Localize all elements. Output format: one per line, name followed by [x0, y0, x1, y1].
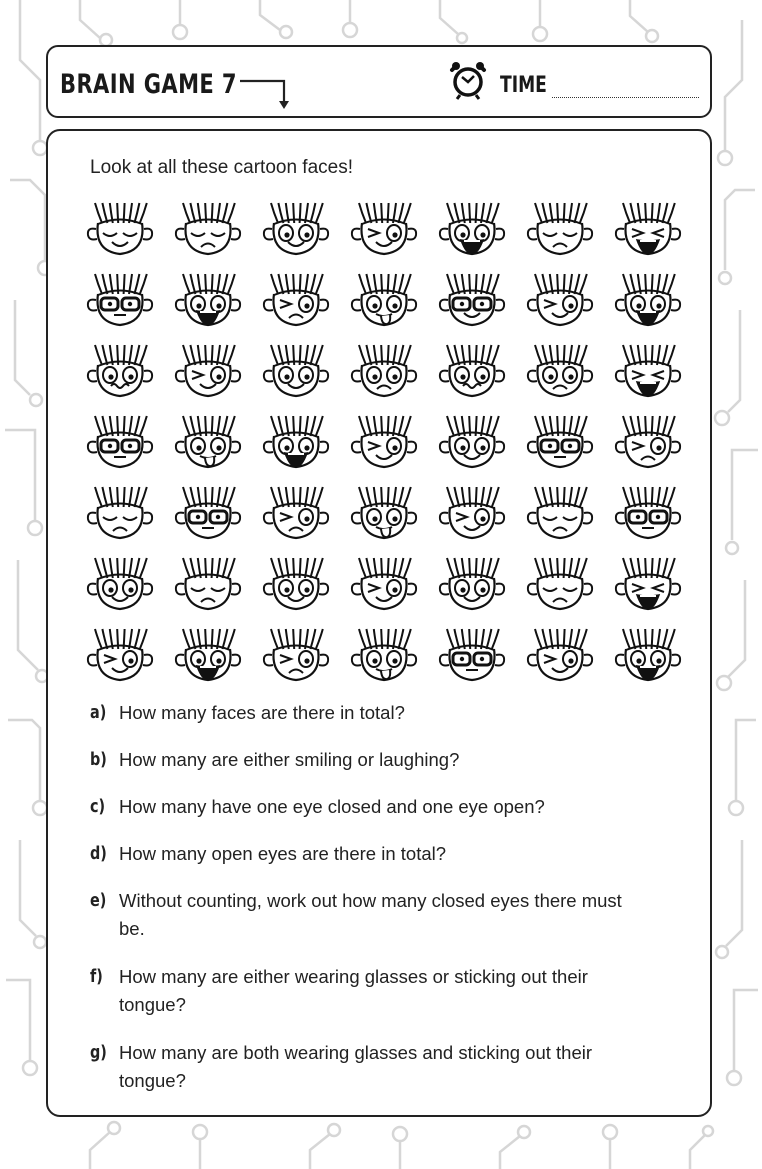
face-smile-open	[88, 558, 152, 609]
question-text: How many are either smiling or laughing?	[119, 749, 460, 770]
header-panel	[46, 45, 712, 118]
time-label: TIME	[500, 73, 547, 98]
face-sad-wink	[264, 629, 328, 680]
face-sad-closed	[176, 203, 240, 254]
face-sad-closed	[176, 558, 240, 609]
face-smile-wink	[176, 345, 240, 396]
face-smile-wink	[528, 629, 592, 680]
face-sad-wink	[264, 487, 328, 538]
face-smile-open	[264, 558, 328, 609]
face-smile-glasses	[440, 274, 504, 325]
face-tongue-open	[352, 274, 416, 325]
face-laugh-open	[264, 416, 328, 467]
question-text: How many faces are there in total?	[119, 702, 405, 723]
face-neutral-glasses	[176, 487, 240, 538]
face-tongue-open	[352, 487, 416, 538]
face-wavy-open	[440, 345, 504, 396]
face-tongue-open	[176, 416, 240, 467]
face-laugh-open	[440, 203, 504, 254]
question-text: Without counting, work out how many closed eyes there must be.	[119, 890, 622, 939]
question-letter: a)	[90, 702, 107, 723]
face-sad-closed	[88, 487, 152, 538]
time-answer-line[interactable]	[552, 97, 699, 98]
question-letter: f)	[90, 966, 103, 987]
face-laugh-open	[176, 274, 240, 325]
face-sad-wink	[616, 416, 680, 467]
faces-grid	[78, 199, 688, 689]
question-letter: e)	[90, 890, 107, 911]
face-tongue-open	[352, 629, 416, 680]
intro-text: Look at all these cartoon faces!	[90, 157, 353, 178]
question-text: How many open eyes are there in total?	[119, 843, 447, 864]
face-smile-wink	[88, 629, 152, 680]
alarm-clock-icon	[448, 59, 490, 101]
face-neutral-glasses	[88, 416, 152, 467]
face-laugh-squint	[616, 558, 680, 609]
question-letter: b)	[90, 749, 107, 770]
face-sad-wink	[264, 274, 328, 325]
face-laugh-open	[616, 274, 680, 325]
face-smile-wink	[352, 203, 416, 254]
face-smile-wink	[352, 558, 416, 609]
face-sad-closed	[528, 558, 592, 609]
face-smile-closed	[88, 203, 152, 254]
arrow-down-icon	[238, 77, 290, 111]
face-wavy-open	[88, 345, 152, 396]
question-text: How many are either wearing glasses or sticking out their tongue?	[119, 966, 588, 1015]
face-smile-open	[440, 558, 504, 609]
question-letter: g)	[90, 1042, 107, 1063]
face-smile-open	[264, 345, 328, 396]
question-letter: d)	[90, 843, 107, 864]
face-laugh-squint	[616, 345, 680, 396]
face-smile-open	[440, 416, 504, 467]
face-laugh-squint	[616, 203, 680, 254]
face-sad-open	[352, 345, 416, 396]
question-letter: c)	[90, 796, 106, 817]
face-neutral-glasses	[440, 629, 504, 680]
face-neutral-glasses	[88, 274, 152, 325]
face-laugh-open	[616, 629, 680, 680]
game-title: BRAIN GAME 7	[60, 69, 237, 100]
question-text: How many have one eye closed and one eye open?	[119, 796, 545, 817]
face-neutral-glasses	[528, 416, 592, 467]
face-smile-wink	[352, 416, 416, 467]
face-smile-wink	[440, 487, 504, 538]
face-laugh-open	[176, 629, 240, 680]
question-text: How many are both wearing glasses and sticking out their tongue?	[119, 1042, 593, 1091]
main-panel	[46, 129, 712, 1117]
face-sad-closed	[528, 203, 592, 254]
face-sad-closed	[528, 487, 592, 538]
face-smile-open	[264, 203, 328, 254]
face-neutral-glasses	[616, 487, 680, 538]
face-smile-wink	[528, 274, 592, 325]
face-sad-open	[528, 345, 592, 396]
